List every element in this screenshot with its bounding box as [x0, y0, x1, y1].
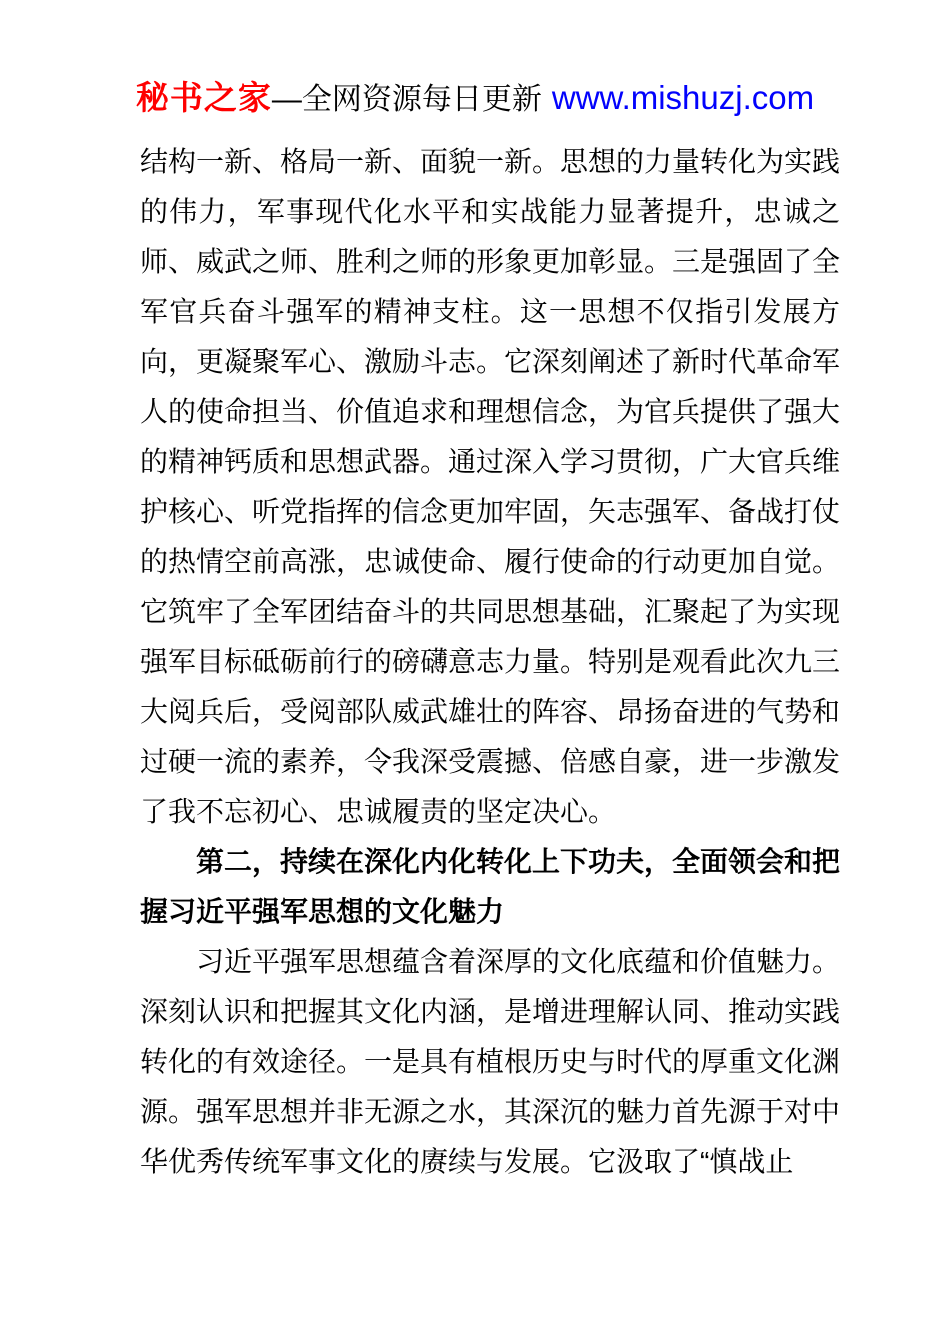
site-url-link[interactable]: www.mishuzj.com	[551, 79, 815, 116]
header-separator: —	[271, 83, 302, 116]
paragraph-continuation: 结构一新、格局一新、面貌一新。思想的力量转化为实践的伟力，军事现代化水平和实战能力显著提升，忠诚之师、威武之师、胜利之师的形象更加彰显。三是强固了全军官兵奋斗强军的精神支柱。这一思想不仅指引发展方向，更凝聚军心、激励斗志。它深刻阐述了新时代革命军人的使命担当、价值追求和理想信念，为官兵提供了强大的精神钙质和思想武器。通过深入学习贯彻，广大官兵维护核心、听党指挥的信念更加牢固，矢志强军、备战打仗的热情空前高涨，忠诚使命、履行使命的行动更加自觉。它筑牢了全军团结奋斗的共同思想基础，汇聚起了为实现强军目标砥砺前行的磅礴意志力量。特别是观看此次九三大阅兵后，受阅部队威武雄壮的阵容、昂扬奋进的气势和过硬一流的素养，令我深受震撼、倍感自豪，进一步激发了我不忘初心、忠诚履责的坚定决心。	[140, 146, 841, 827]
paragraph-body: 习近平强军思想蕴含着深厚的文化底蕴和价值魅力。深刻认识和把握其文化内涵，是增进理解认同、推动实践转化的有效途径。一是具有植根历史与时代的厚重文化渊源。强军思想并非无源之水，其深沉的魅力首先源于对中华优秀传统军事文化的赓续与发展。它汲取了“慎战止	[140, 946, 841, 1177]
section-heading: 第二，持续在深化内化转化上下功夫，全面领会和把握习近平强军思想的文化魅力	[140, 846, 841, 927]
document-body	[140, 137, 840, 1187]
site-name: 秘书之家	[135, 79, 272, 116]
document-header	[0, 0, 950, 125]
header-tagline: 全网资源每日更新	[301, 83, 542, 116]
